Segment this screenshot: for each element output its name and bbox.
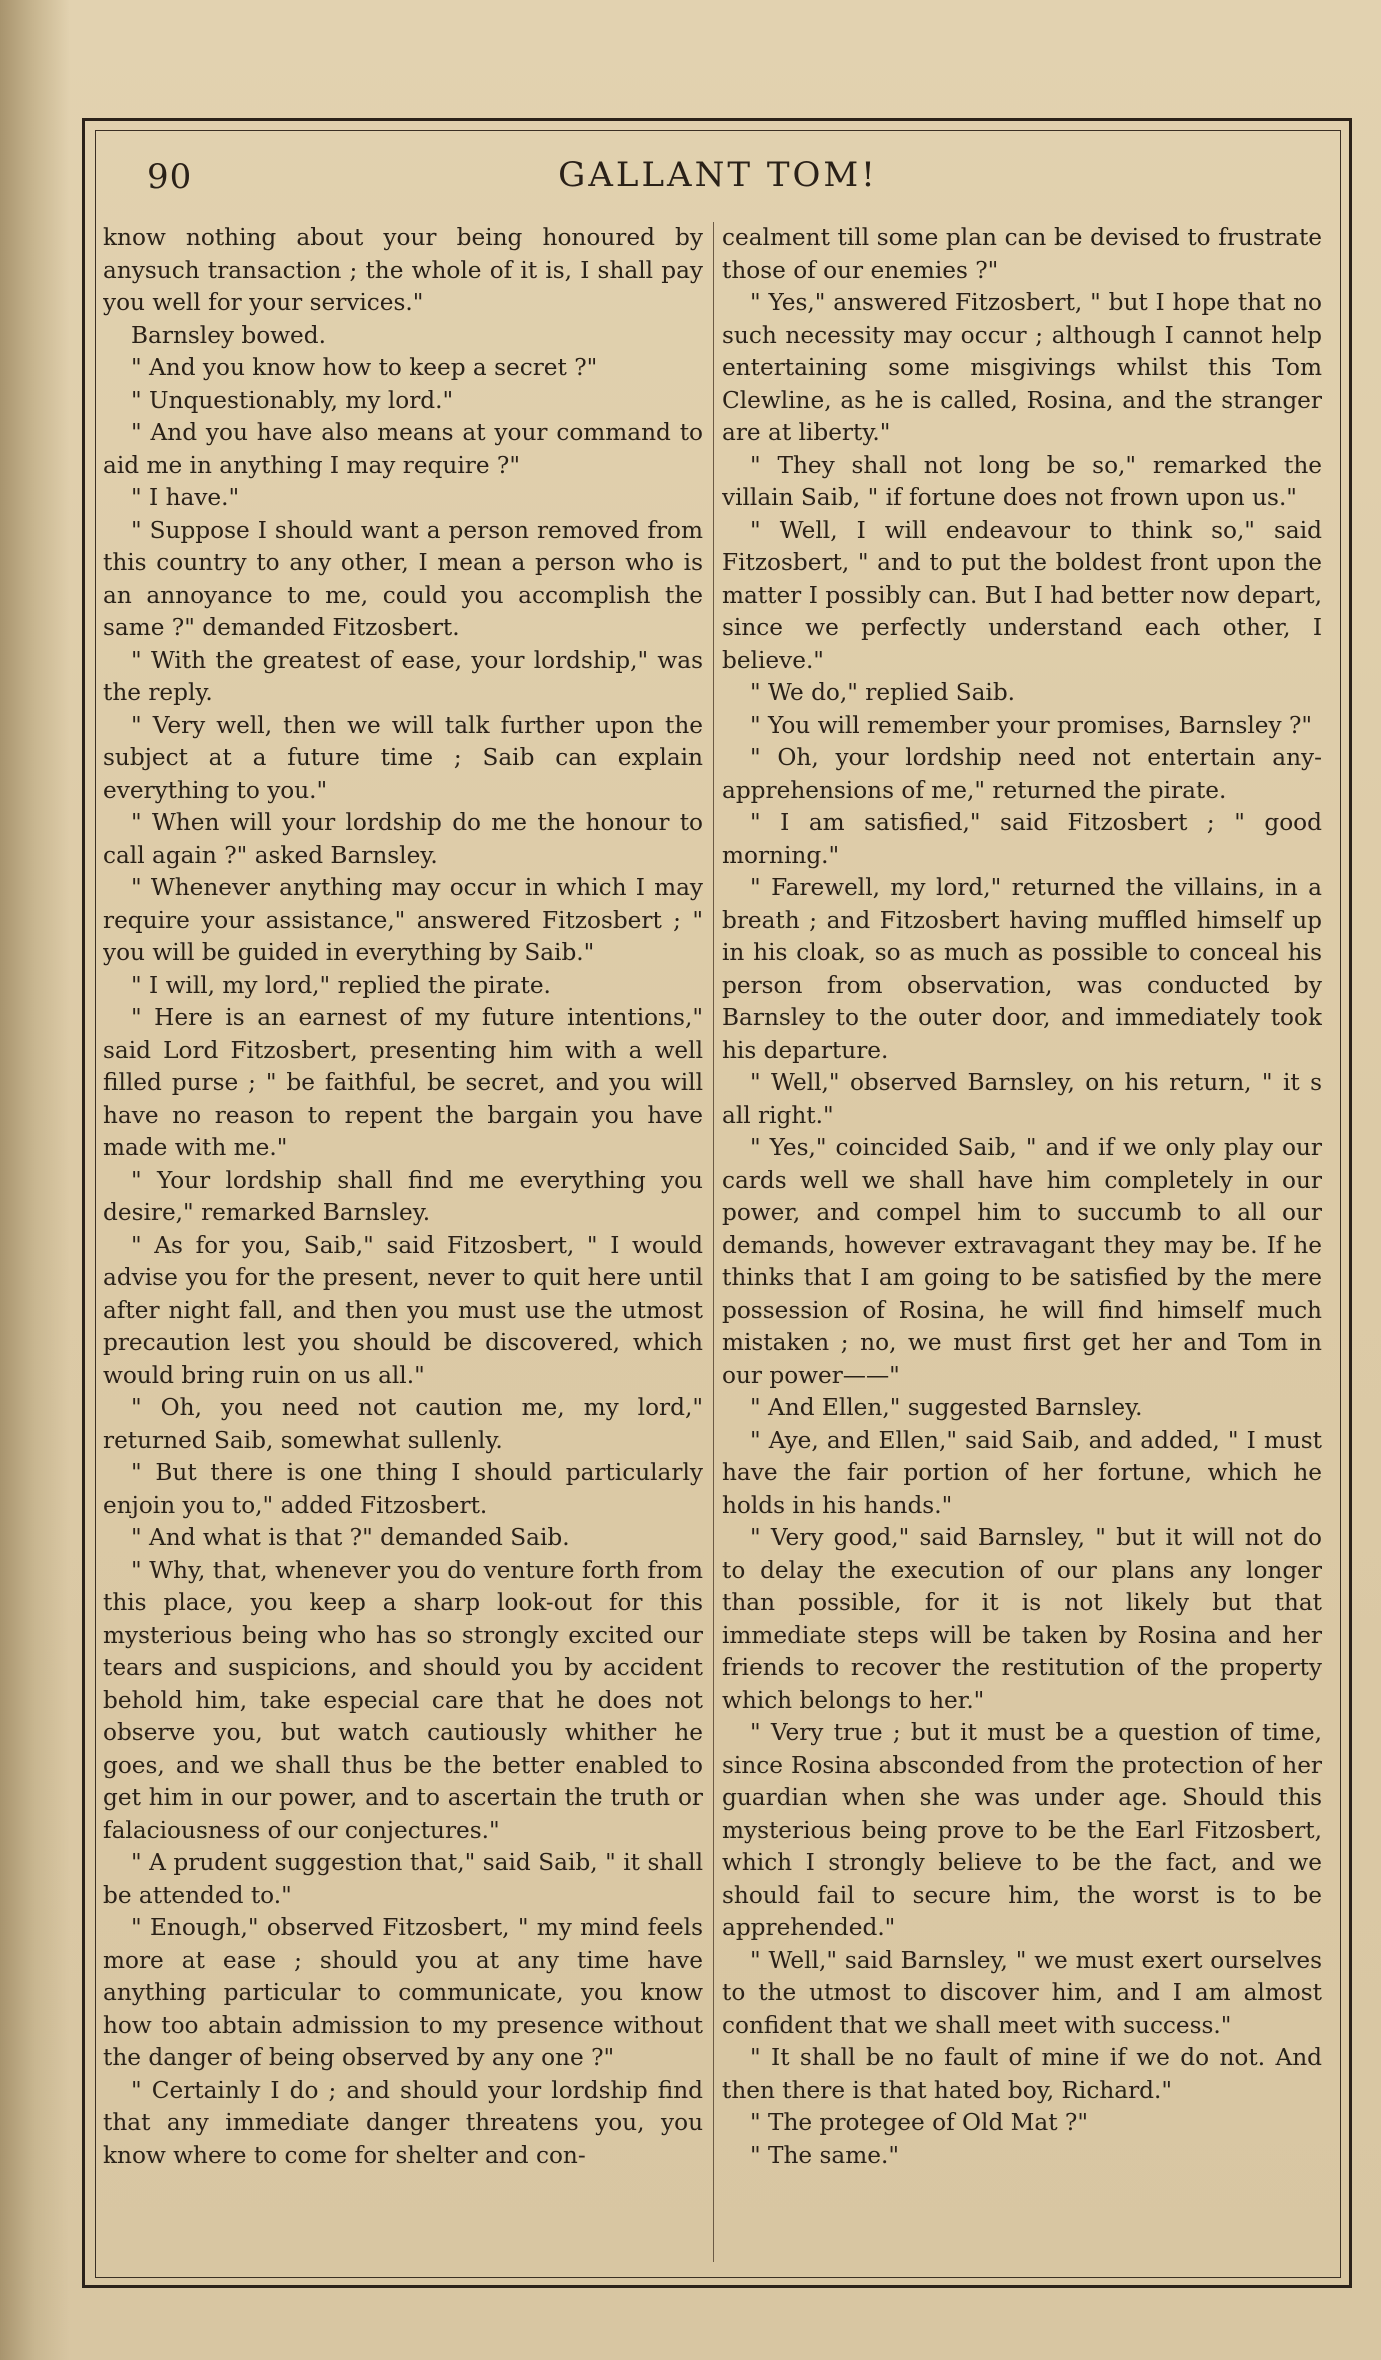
paragraph: " And what is that ?" demanded Saib. (131, 1524, 570, 1551)
paragraph: " It shall be no fault of mine if we do not. And then there is that hated boy, Richard." (722, 2044, 1322, 2104)
paragraph: " Here is an earnest of my future intentions," said Lord Fitzosbert, presenting him with a well filled purse ; " be faithful, be secret, and you will have no reason to repent the bargain you have made with me." (103, 1004, 703, 1161)
paragraph: " And Ellen," suggested Barnsley. (750, 1394, 1143, 1421)
right-column (722, 222, 1322, 2262)
paragraph: " You will remember your promises, Barnsley ?" (750, 711, 1313, 739)
paragraph: " The protegee of Old Mat ?" (750, 2109, 1089, 2136)
paragraph: " Yes," coincided Saib, " and if we only play our cards well we shall have him completely in our power, and compel him to succumb to all our demands, however extravagant they may be. If he thinks that I am going to be satisfied by the mere possession of Rosina, he will find himself much mistaken ; no, we must first get her and Tom in our power——" (722, 1134, 1322, 1389)
paragraph: " We do," replied Saib. (750, 679, 1016, 706)
running-title: GALLANT TOM! (558, 155, 878, 195)
paragraph: " The same." (750, 2141, 899, 2169)
paragraph: " And you know how to keep a secret ?" (131, 354, 598, 381)
paragraph: " Suppose I should want a person removed from this country to any other, I mean a person who is an annoyance to me, could you accomplish the same ?" demanded Fitzosbert. (103, 516, 703, 641)
left-column (103, 222, 703, 2262)
paragraph: " Enough," observed Fitzosbert, " my mind feels more at ease ; should you at any time have anything particular to communicate, you know how too abtain admission to my presence without the danger of being observed by any one ?" (103, 1914, 703, 2071)
column-divider (713, 222, 714, 2262)
binding-shadow (0, 0, 70, 2360)
paragraph: " And you have also means at your command to aid me in anything I may require ?" (103, 419, 703, 479)
paragraph: " Well, I will endeavour to think so," said Fitzosbert, " and to put the boldest front upon the matter I possibly can. But I had better now depart, since we perfectly understand each other, I believe." (722, 516, 1322, 674)
paragraph: Barnsley bowed. (131, 321, 326, 349)
page-header (95, 155, 1341, 205)
paragraph: " I have." (131, 484, 240, 511)
paragraph: " Farewell, my lord," returned the villains, in a breath ; and Fitzosbert having muffled himself up in his cloak, so as much as possible to conceal his person from observation, was conducted by Barnsley to the outer door, and immediately took his departure. (722, 874, 1322, 1064)
paragraph: know nothing about your being honoured by anysuch transaction ; the whole of it is, I shall pay you well for your services." (103, 224, 703, 316)
paragraph: " Yes," answered Fitzosbert, " but I hope that no such necessity may occur ; although I cannot help entertaining some misgivings whilst this Tom Clewline, as he is called, Rosina, and the stranger are at liberty." (722, 289, 1322, 446)
paragraph: cealment till some plan can be devised to frustrate those of our enemies ?" (722, 224, 1322, 284)
paragraph: " I will, my lord," replied the pirate. (131, 971, 551, 999)
page-number: 90 (147, 157, 193, 197)
paragraph: " Well," said Barnsley, " we must exert ourselves to the utmost to discover him, and I am almost confident that we shall meet with success." (722, 1946, 1322, 2039)
paragraph: " Well," observed Barnsley, on his return, " it s all right." (722, 1069, 1322, 1129)
paragraph: " As for you, Saib," said Fitzosbert, " I would advise you for the present, never to quit here until after night fall, and then you must use the utmost precaution lest you should be discovered, which would bring ruin on us all." (103, 1231, 703, 1389)
paragraph: " Why, that, whenever you do venture forth from this place, you keep a sharp look-out for this mysterious being who has so strongly excited our tears and suspicions, and should you by accident behold him, take especial care that he does not observe you, but watch cautiously whither he goes, and we shall thus be the better enabled to get him in our power, and to ascertain the truth or falaciousness of our conjectures." (103, 1556, 703, 1844)
paragraph: " But there is one thing I should particularly enjoin you to," added Fitzosbert. (103, 1459, 703, 1519)
paragraph: " Very good," said Barnsley, " but it will not do to delay the execution of our plans any longer than possible, for it is not likely but that immediate steps will be taken by Rosina and her friends to recover the restitution of the property which belongs to her." (722, 1524, 1322, 1714)
paragraph: " Aye, and Ellen," said Saib, and added, " I must have the fair portion of her fortune, which he holds in his hands." (722, 1426, 1322, 1519)
paragraph: " With the greatest of ease, your lordship," was the reply. (103, 646, 703, 706)
paragraph: " Whenever anything may occur in which I may require your assistance," answered Fitzosbert ; " you will be guided in everything by Saib." (103, 874, 703, 966)
paragraph: " Very true ; but it must be a question of time, since Rosina absconded from the protection of her guardian when she was under age. Should this mysterious being prove to be the Earl Fitzosbert, which I strongly believe to be the fact, and we should fail to secure him, the worst is to be apprehended." (722, 1719, 1322, 1941)
paragraph: " Oh, you need not caution me, my lord," returned Saib, somewhat sullenly. (103, 1394, 703, 1454)
paragraph: " When will your lordship do me the honour to call again ?" asked Barnsley. (103, 809, 703, 869)
paragraph: " A prudent suggestion that," said Saib, " it shall be attended to." (103, 1849, 703, 1909)
paragraph: " Oh, your lordship need not entertain any-apprehensions of me," returned the pirate. (722, 744, 1322, 804)
paragraph: " They shall not long be so," remarked the villain Saib, " if fortune does not frown upon us." (722, 451, 1322, 511)
paragraph: " Certainly I do ; and should your lordship find that any immediate danger threatens you, you know where to come for shelter and con- (103, 2076, 703, 2169)
paragraph: " I am satisfied," said Fitzosbert ; " good morning." (722, 809, 1322, 869)
paragraph: " Your lordship shall find me everything you desire," remarked Barnsley. (103, 1166, 703, 1226)
paragraph: " Very well, then we will talk further upon the subject at a future time ; Saib can explain everything to you." (103, 711, 703, 804)
paragraph: " Unquestionably, my lord." (131, 386, 454, 414)
text-columns (95, 222, 1341, 2262)
